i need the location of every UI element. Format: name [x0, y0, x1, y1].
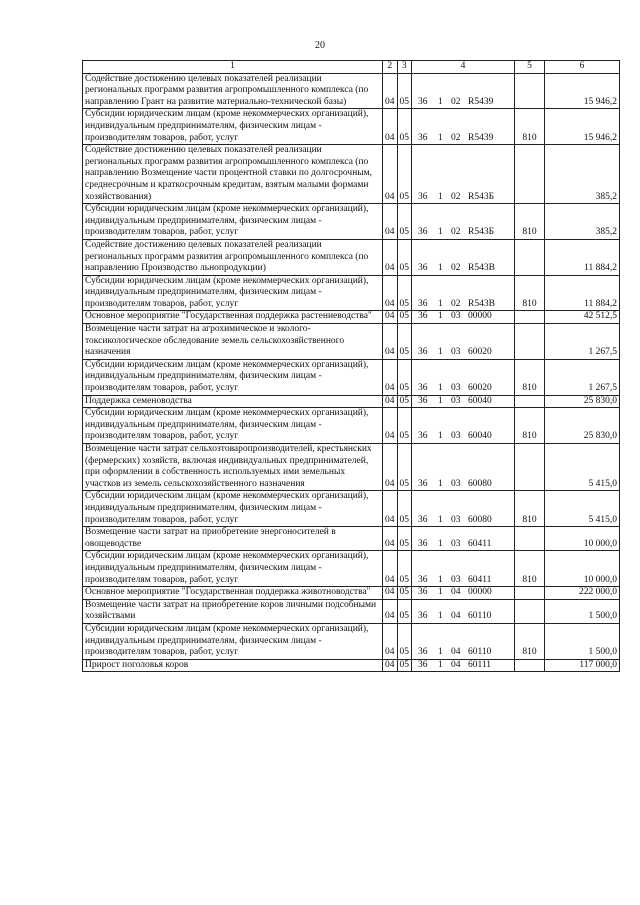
article-subprogram: 1	[438, 659, 443, 670]
article-direction: R543В	[468, 263, 495, 274]
row-expense-type: 810	[515, 109, 545, 145]
row-description: Возмещение части затрат на приобретение энергоносителей в овощеводстве	[83, 527, 383, 551]
article-event: 03	[451, 538, 461, 549]
row-description: Возмещение части затрат на агрохимическое и эколого-токсикологическое обследование земель сельскохозяйственного назначения	[83, 324, 383, 360]
row-target-article	[412, 444, 515, 491]
article-subprogram: 1	[438, 383, 443, 394]
header-cell: 6	[545, 61, 620, 74]
table-row	[83, 587, 620, 600]
row-expense-type	[515, 599, 545, 623]
row-target-article	[412, 324, 515, 360]
table-row	[83, 324, 620, 360]
article-subprogram: 1	[438, 96, 443, 107]
row-section-code: 04	[383, 311, 398, 324]
row-amount: 222 000,0	[545, 587, 620, 600]
article-program: 36	[418, 574, 428, 585]
row-section-code: 04	[383, 599, 398, 623]
row-expense-type: 810	[515, 491, 545, 527]
row-target-article	[412, 275, 515, 311]
row-amount: 11 884,2	[545, 275, 620, 311]
article-program: 36	[418, 395, 428, 406]
row-description: Возмещение части затрат на приобретение коров личными подсобными хозяйствами	[83, 599, 383, 623]
article-subprogram: 1	[438, 395, 443, 406]
article-event: 03	[451, 347, 461, 358]
row-expense-type: 810	[515, 623, 545, 659]
article-direction: 60040	[468, 431, 492, 442]
article-direction: 60020	[468, 383, 492, 394]
article-direction: 60020	[468, 347, 492, 358]
row-section-code: 04	[383, 73, 398, 109]
article-program: 36	[418, 383, 428, 394]
row-description: Основное мероприятие "Государственная поддержка животноводства"	[83, 587, 383, 600]
article-direction: 60110	[468, 647, 492, 658]
row-subsection-code: 05	[397, 659, 412, 672]
article-event: 04	[451, 647, 461, 658]
article-direction: R5439	[468, 96, 494, 107]
article-program: 36	[418, 298, 428, 309]
row-amount: 1 267,5	[545, 324, 620, 360]
row-section-code: 04	[383, 551, 398, 587]
article-direction: 60110	[468, 611, 492, 622]
article-direction: 60111	[468, 659, 492, 670]
article-subprogram: 1	[438, 538, 443, 549]
row-subsection-code: 05	[397, 239, 412, 275]
article-program: 36	[418, 227, 428, 238]
row-amount: 385,2	[545, 204, 620, 240]
table-row	[83, 659, 620, 672]
row-subsection-code: 05	[397, 587, 412, 600]
row-expense-type	[515, 659, 545, 672]
article-event: 03	[451, 514, 461, 525]
article-event: 03	[451, 478, 461, 489]
row-expense-type	[515, 444, 545, 491]
article-direction: R543В	[468, 298, 495, 309]
article-subprogram: 1	[438, 431, 443, 442]
row-expense-type	[515, 145, 545, 204]
article-subprogram: 1	[438, 191, 443, 202]
row-description: Субсидии юридическим лицам (кроме некоммерческих организаций), индивидуальным предпринимателям, физическим лицам - производителям товаров, работ, услуг	[83, 491, 383, 527]
row-section-code: 04	[383, 623, 398, 659]
row-amount: 1 500,0	[545, 599, 620, 623]
table-row	[83, 408, 620, 444]
row-section-code: 04	[383, 239, 398, 275]
row-expense-type	[515, 73, 545, 109]
row-subsection-code: 05	[397, 204, 412, 240]
table-row	[83, 444, 620, 491]
row-target-article	[412, 551, 515, 587]
article-subprogram: 1	[438, 611, 443, 622]
row-subsection-code: 05	[397, 324, 412, 360]
row-description: Субсидии юридическим лицам (кроме некоммерческих организаций), индивидуальным предпринимателям, физическим лицам - производителям товаров, работ, услуг	[83, 408, 383, 444]
row-description: Субсидии юридическим лицам (кроме некоммерческих организаций), индивидуальным предпринимателям, физическим лицам - производителям товаров, работ, услуг	[83, 204, 383, 240]
row-target-article	[412, 73, 515, 109]
article-event: 02	[451, 132, 461, 143]
row-expense-type	[515, 239, 545, 275]
article-program: 36	[418, 514, 428, 525]
table-row	[83, 275, 620, 311]
article-event: 04	[451, 659, 461, 670]
row-section-code: 04	[383, 145, 398, 204]
row-description: Содействие достижению целевых показателей реализации региональных программ развития агропромышленного комплекса (по направлению Возмещение части процентной ставки по долгосрочным, среднесрочным и краткосрочным кредитам, взятым малыми формами хозяйствования)	[83, 145, 383, 204]
row-amount: 11 884,2	[545, 239, 620, 275]
article-program: 36	[418, 611, 428, 622]
article-program: 36	[418, 191, 428, 202]
table-row	[83, 109, 620, 145]
article-event: 03	[451, 383, 461, 394]
row-expense-type: 810	[515, 551, 545, 587]
article-event: 02	[451, 227, 461, 238]
row-expense-type	[515, 324, 545, 360]
row-description: Возмещение части затрат сельхозтоваропроизводителей, крестьянских (фермерских) хозяйств, включая индивидуальных предпринимателей, при оформлении в собственность используемых ими земельных участков из земель сельскохозяйственного назначения	[83, 444, 383, 491]
row-subsection-code: 05	[397, 109, 412, 145]
article-program: 36	[418, 478, 428, 489]
row-subsection-code: 05	[397, 311, 412, 324]
article-event: 02	[451, 298, 461, 309]
article-subprogram: 1	[438, 347, 443, 358]
table-row	[83, 551, 620, 587]
article-event: 02	[451, 96, 461, 107]
row-subsection-code: 05	[397, 408, 412, 444]
row-section-code: 04	[383, 527, 398, 551]
row-section-code: 04	[383, 109, 398, 145]
row-target-article	[412, 239, 515, 275]
row-section-code: 04	[383, 324, 398, 360]
article-event: 03	[451, 395, 461, 406]
row-target-article	[412, 408, 515, 444]
header-cell: 5	[515, 61, 545, 74]
row-subsection-code: 05	[397, 623, 412, 659]
row-description: Субсидии юридическим лицам (кроме некоммерческих организаций), индивидуальным предпринимателям, физическим лицам - производителям товаров, работ, услуг	[83, 109, 383, 145]
row-section-code: 04	[383, 491, 398, 527]
row-amount: 15 946,2	[545, 73, 620, 109]
article-direction: 00000	[468, 311, 492, 322]
row-subsection-code: 05	[397, 599, 412, 623]
row-description: Субсидии юридическим лицам (кроме некоммерческих организаций), индивидуальным предпринимателям, физическим лицам - производителям товаров, работ, услуг	[83, 623, 383, 659]
article-subprogram: 1	[438, 574, 443, 585]
row-amount: 10 000,0	[545, 527, 620, 551]
row-section-code: 04	[383, 275, 398, 311]
row-section-code: 04	[383, 359, 398, 395]
article-direction: 60080	[468, 514, 492, 525]
row-description: Основное мероприятие "Государственная поддержка растениеводства"	[83, 311, 383, 324]
row-subsection-code: 05	[397, 145, 412, 204]
budget-table	[82, 60, 620, 672]
row-expense-type: 810	[515, 359, 545, 395]
row-subsection-code: 05	[397, 444, 412, 491]
table-row	[83, 527, 620, 551]
row-subsection-code: 05	[397, 527, 412, 551]
row-description: Содействие достижению целевых показателей реализации региональных программ развития агропромышленного комплекса (по направлению Производство льнопродукции)	[83, 239, 383, 275]
row-amount: 42 512,5	[545, 311, 620, 324]
article-subprogram: 1	[438, 478, 443, 489]
row-expense-type	[515, 587, 545, 600]
row-description: Субсидии юридическим лицам (кроме некоммерческих организаций), индивидуальным предпринимателям, физическим лицам - производителям товаров, работ, услуг	[83, 359, 383, 395]
row-section-code: 04	[383, 408, 398, 444]
article-program: 36	[418, 659, 428, 670]
row-description: Прирост поголовья коров	[83, 659, 383, 672]
row-expense-type	[515, 527, 545, 551]
article-direction: 60080	[468, 478, 492, 489]
article-event: 03	[451, 311, 461, 322]
row-expense-type	[515, 311, 545, 324]
row-description: Субсидии юридическим лицам (кроме некоммерческих организаций), индивидуальным предпринимателям, физическим лицам - производителям товаров, работ, услуг	[83, 275, 383, 311]
row-section-code: 04	[383, 444, 398, 491]
row-subsection-code: 05	[397, 73, 412, 109]
article-event: 04	[451, 611, 461, 622]
row-amount: 5 415,0	[545, 491, 620, 527]
table-row	[83, 204, 620, 240]
table-row	[83, 73, 620, 109]
row-target-article	[412, 359, 515, 395]
table-row	[83, 239, 620, 275]
article-subprogram: 1	[438, 514, 443, 525]
article-program: 36	[418, 263, 428, 274]
row-subsection-code: 05	[397, 491, 412, 527]
article-event: 03	[451, 431, 461, 442]
row-expense-type: 810	[515, 204, 545, 240]
row-subsection-code: 05	[397, 395, 412, 408]
table-row	[83, 311, 620, 324]
article-program: 36	[418, 132, 428, 143]
row-section-code: 04	[383, 204, 398, 240]
article-subprogram: 1	[438, 647, 443, 658]
article-direction: 60040	[468, 395, 492, 406]
article-event: 02	[451, 263, 461, 274]
table-row	[83, 599, 620, 623]
header-cell: 2	[383, 61, 398, 74]
article-direction: 60411	[468, 538, 492, 549]
row-target-article	[412, 145, 515, 204]
row-target-article	[412, 395, 515, 408]
page-number: 20	[315, 40, 325, 51]
row-target-article	[412, 623, 515, 659]
article-program: 36	[418, 96, 428, 107]
article-program: 36	[418, 347, 428, 358]
row-target-article	[412, 527, 515, 551]
row-target-article	[412, 204, 515, 240]
article-event: 02	[451, 191, 461, 202]
article-direction: R543Б	[468, 227, 495, 238]
article-program: 36	[418, 538, 428, 549]
article-subprogram: 1	[438, 298, 443, 309]
row-amount: 15 946,2	[545, 109, 620, 145]
row-subsection-code: 05	[397, 359, 412, 395]
row-target-article	[412, 491, 515, 527]
table-row	[83, 359, 620, 395]
table-row	[83, 491, 620, 527]
row-section-code: 04	[383, 587, 398, 600]
article-subprogram: 1	[438, 227, 443, 238]
header-cell: 4	[412, 61, 515, 74]
row-expense-type	[515, 395, 545, 408]
article-direction: R543Б	[468, 191, 495, 202]
header-cell: 3	[397, 61, 412, 74]
header-row	[83, 61, 620, 74]
article-program: 36	[418, 431, 428, 442]
article-event: 04	[451, 587, 461, 598]
article-program: 36	[418, 311, 428, 322]
article-subprogram: 1	[438, 132, 443, 143]
row-section-code: 04	[383, 395, 398, 408]
table-row	[83, 145, 620, 204]
row-expense-type: 810	[515, 275, 545, 311]
article-subprogram: 1	[438, 587, 443, 598]
table-row	[83, 395, 620, 408]
row-target-article	[412, 311, 515, 324]
row-target-article	[412, 599, 515, 623]
header-cell: 1	[83, 61, 383, 74]
article-subprogram: 1	[438, 263, 443, 274]
row-amount: 385,2	[545, 145, 620, 204]
row-subsection-code: 05	[397, 551, 412, 587]
row-amount: 10 000,0	[545, 551, 620, 587]
article-direction: 60411	[468, 574, 492, 585]
row-amount: 25 830,0	[545, 395, 620, 408]
row-expense-type: 810	[515, 408, 545, 444]
row-amount: 117 000,0	[545, 659, 620, 672]
row-target-article	[412, 587, 515, 600]
row-description: Субсидии юридическим лицам (кроме некоммерческих организаций), индивидуальным предпринимателям, физическим лицам - производителям товаров, работ, услуг	[83, 551, 383, 587]
article-direction: R5439	[468, 132, 494, 143]
table-row	[83, 623, 620, 659]
row-target-article	[412, 109, 515, 145]
article-subprogram: 1	[438, 311, 443, 322]
row-subsection-code: 05	[397, 275, 412, 311]
row-section-code: 04	[383, 659, 398, 672]
article-program: 36	[418, 647, 428, 658]
article-direction: 00000	[468, 587, 492, 598]
article-event: 03	[451, 574, 461, 585]
row-amount: 1 500,0	[545, 623, 620, 659]
article-program: 36	[418, 587, 428, 598]
row-description: Содействие достижению целевых показателей реализации региональных программ развития агропромышленного комплекса (по направлению Грант на развитие материально-технической базы)	[83, 73, 383, 109]
row-amount: 25 830,0	[545, 408, 620, 444]
row-amount: 5 415,0	[545, 444, 620, 491]
row-amount: 1 267,5	[545, 359, 620, 395]
row-description: Поддержка семеноводства	[83, 395, 383, 408]
row-target-article	[412, 659, 515, 672]
